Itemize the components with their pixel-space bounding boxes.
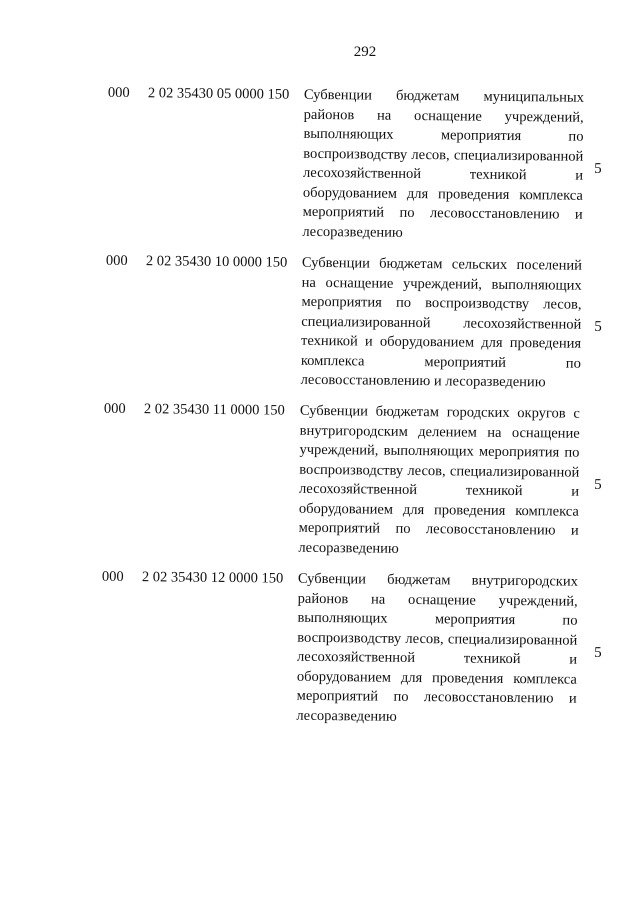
page-number: 292 xyxy=(353,44,377,60)
admin-code: 000 xyxy=(101,568,124,585)
income-description: Субвенции бюджетам внутригородских районов на оснащение учреждений, выполняющих мероприятия по воспроизводству лесов, специализированной лесохозяйственной техникой и оборудованием для проведения комплекса мероприятий по лесовосстановлению и лесоразведению xyxy=(296,570,578,725)
amount-value: 5 xyxy=(594,318,602,335)
budget-classification-code: 2 02 35430 11 0000 150 xyxy=(143,401,285,419)
table-row xyxy=(0,399,640,557)
amount-value: 5 xyxy=(594,644,602,661)
table-row xyxy=(0,567,640,725)
table-row xyxy=(0,251,640,391)
income-description: Субвенции бюджетам муниципальных районов на оснащение учреждений, выполняющих мероприятия по воспроизводству лесов, специализированной лесохозяйственной техникой и оборудованием для проведения комплекса мероприятий по лесовосстановлению и лесоразведению xyxy=(302,86,584,241)
admin-code: 000 xyxy=(107,84,130,102)
admin-code: 000 xyxy=(103,400,126,417)
budget-classification-code: 2 02 35430 05 0000 150 xyxy=(147,85,290,103)
amount-value: 5 xyxy=(594,160,602,177)
income-description: Субвенции бюджетам сельских поселений на оснащение учреждений, выполняющих мероприятия по воспроизводству лесов, специализированной лесохозяйственной техникой и оборудованием для проведения комплекса мероприятий по лесовосстановлению и лесоразведению xyxy=(300,254,582,391)
budget-classification-code: 2 02 35430 10 0000 150 xyxy=(145,253,288,271)
admin-code: 000 xyxy=(105,252,128,269)
income-description: Субвенции бюджетам городских округов с внутригородским делением на оснащение учреждений, выполняющих мероприятия по воспроизводству лесов, специализированной лесохозяйственной техникой и оборудованием для проведения комплекса мероприятий по лесовосстановлению и лесоразведению xyxy=(298,402,580,557)
table-row xyxy=(0,83,640,241)
amount-value: 5 xyxy=(594,476,602,493)
budget-classification-code: 2 02 35430 12 0000 150 xyxy=(141,569,284,587)
